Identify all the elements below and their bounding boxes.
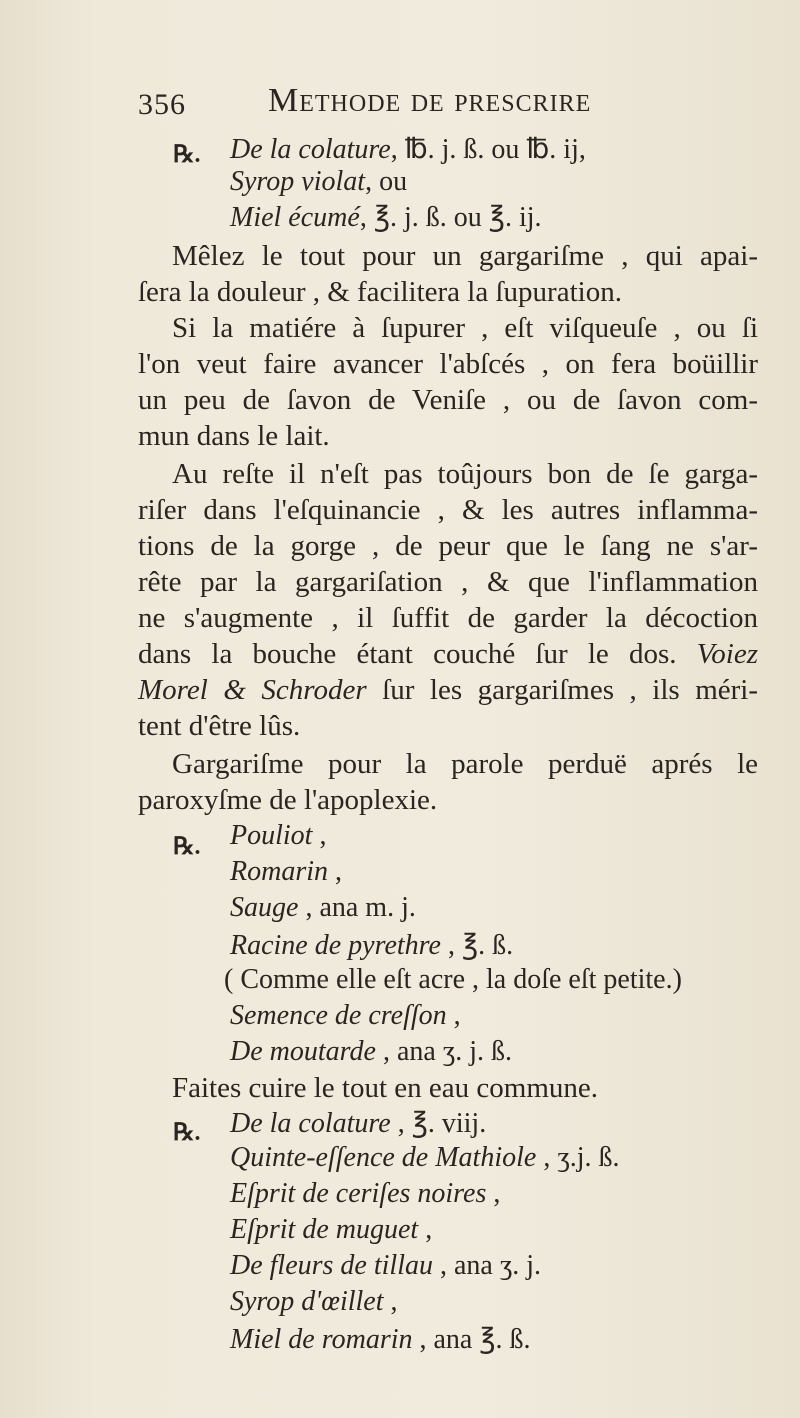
text-line: paroxyſme de l'apoplexie. xyxy=(138,784,438,816)
ingredient-line: Miel écumé, ℥. j. ß. ou ℥. ij. xyxy=(230,202,542,233)
recipe-symbol: ℞. xyxy=(173,834,201,860)
ingredient-line: Quinte-eſſence de Mathiole , ʒ.j. ß. xyxy=(230,1142,620,1173)
ingredient-line: De fleurs de tillau , ana ʒ. j. xyxy=(230,1250,542,1281)
text-line: ne s'augmente , il ſuffit de garder la décoction xyxy=(138,602,758,634)
text-line: ſera la douleur , & facilitera la ſupuration. xyxy=(138,276,622,308)
ingredient-note: ( Comme elle eſt acre , la doſe eſt petite.) xyxy=(224,964,682,995)
ingredient-line: De moutarde , ana ʒ. j. ß. xyxy=(230,1036,512,1067)
recipe-symbol: ℞. xyxy=(173,142,201,168)
ingredient-line: Syrop d'œillet , xyxy=(230,1286,398,1317)
text-line: riſer dans l'eſquinancie , & les autres inflamma- xyxy=(138,494,758,526)
text-line: Morel & Schroder ſur les gargariſmes , ils méri- xyxy=(138,674,759,706)
page-header xyxy=(138,82,678,128)
text-line: dans la bouche étant couché ſur le dos. Voiez xyxy=(138,638,759,670)
ingredient-line: Pouliot , xyxy=(230,820,327,851)
text-line: tent d'être lûs. xyxy=(138,710,301,742)
ingredient-line: De la colature , ℥. viij. xyxy=(230,1108,487,1139)
ingredient-line: Semence de creſſon , xyxy=(230,1000,461,1031)
text-line: Faites cuire le tout en eau commune. xyxy=(172,1072,598,1104)
ingredient-line: Sauge , ana m. j. xyxy=(230,892,416,923)
ingredient-line: De la colature, ℔. j. ß. ou ℔. ij, xyxy=(230,134,586,165)
running-head: Methode de prescrire xyxy=(268,82,592,119)
text-line: Au reſte il n'eſt pas toûjours bon de ſe garga- xyxy=(172,458,758,490)
text-line: un peu de ſavon de Veniſe , ou de ſavon com- xyxy=(138,384,758,416)
text-line: tions de la gorge , de peur que le ſang ne s'ar- xyxy=(138,530,758,562)
ingredient-line: Racine de pyrethre , ℥. ß. xyxy=(230,930,514,961)
text-line: mun dans le lait. xyxy=(138,420,330,452)
ingredient-line: Eſprit de muguet , xyxy=(230,1214,433,1245)
text-line: l'on veut faire avancer l'abſcés , on fera boüillir xyxy=(138,348,758,380)
text-line: Mêlez le tout pour un gargariſme , qui apai- xyxy=(172,240,758,272)
text-line: Si la matiére à ſupurer , eſt viſqueuſe , ou ſi xyxy=(172,312,758,344)
ingredient-line: Syrop violat, ou xyxy=(230,166,408,197)
ingredient-line: Romarin , xyxy=(230,856,342,887)
recipe-symbol: ℞. xyxy=(173,1120,201,1146)
text-line: Gargariſme pour la parole perduë aprés le xyxy=(172,748,758,780)
text-line: rête par la gargariſation , & que l'inflammation xyxy=(138,566,758,598)
page-number: 356 xyxy=(138,88,186,121)
ingredient-line: Eſprit de ceriſes noires , xyxy=(230,1178,501,1209)
ingredient-line: Miel de romarin , ana ℥. ß. xyxy=(230,1324,531,1355)
